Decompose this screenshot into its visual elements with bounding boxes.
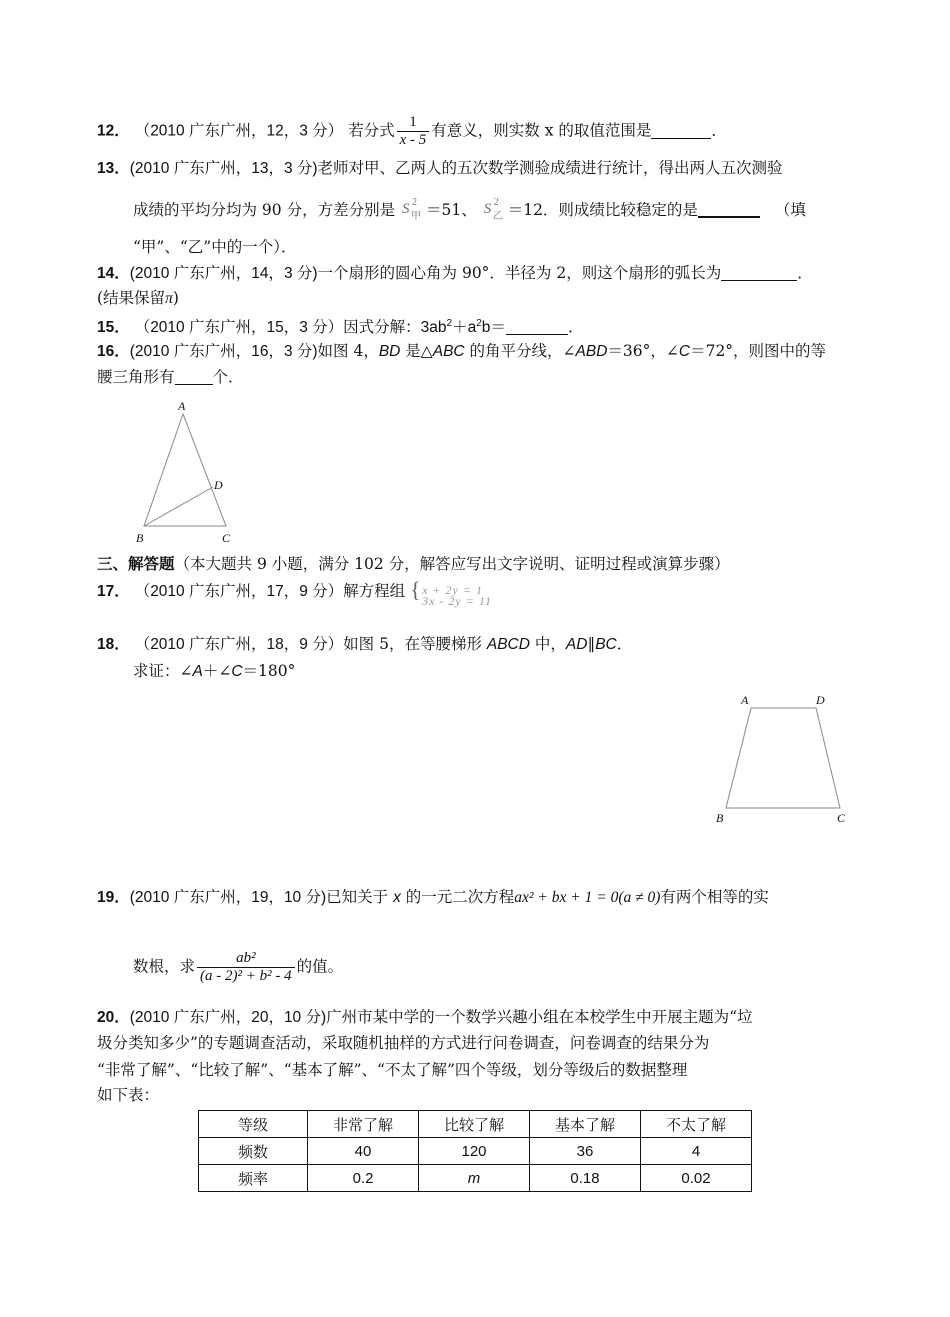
question-source: (2010 广东广州，13，3 分) [129,160,318,177]
segment-bd [144,487,213,526]
figure-5-trapezoid [710,688,860,828]
question-13-line2: 成绩的平均分均为 90 分，方差分别是 S 2 甲 ＝51、 S 2 乙 ＝12．则成绩比较稳定的是 （填 [133,197,806,222]
question-source: (2010 广东广州，20，10 分) [129,1009,327,1026]
table-row [199,1111,752,1138]
section-heading: 三、解答题（本大题共 9 小题，满分 102 分，解答应写出文字说明、证明过程或演算步骤） [97,554,730,573]
table-row [199,1165,752,1192]
fraction: $\frac{\text{ab²}}{\text{(a - 2)² + b² - 4}}$ [197,950,295,985]
question-number: 20． [97,1009,130,1026]
question-number: 14． [97,265,130,282]
question-source: （2010 广东广州，18，9 分） [134,636,344,653]
equation-system: { x + 2y = 1 3x - 2y = 11 [410,577,492,608]
table-cell: 频数 [199,1138,308,1165]
question-20-line4: 如下表： [97,1086,160,1104]
table-cell: 基本了解 [530,1111,641,1138]
table-cell: 36 [530,1138,641,1165]
question-17: 17． （2010 广东广州，17，9 分）解方程组 { x + 2y = 1 3x - 2y = 11 [97,580,540,603]
variance-symbol: S 2 甲 [402,197,422,222]
question-number: 12． [97,122,130,140]
question-text: 一个扇形的圆心角为 90°．半径为 2，则这个扇形的弧长为 [317,264,722,282]
question-15: 15． （2010 广东广州，15，3 分）因式分解：$3ab^2+a^2b=$ ． [97,318,584,337]
table-cell: 40 [308,1138,419,1165]
question-number: 17． [97,583,130,600]
answer-blank[interactable] [698,200,760,218]
question-number: 13． [97,160,130,177]
equation: ax² + bx + 1 = 0(a ≠ 0) [514,889,661,906]
label-d: D [816,693,825,707]
question-text: 老师对甲、乙两人的五次数学测验成绩进行统计，得出两人五次测验 [317,159,783,177]
answer-blank[interactable] [175,368,213,385]
survey-table [198,1110,752,1192]
question-14: 14．(2010 广东广州，14，3 分)一个扇形的圆心角为 90°．半径为 2，则这个扇形的弧长为 ． [97,264,813,282]
question-source: (2010 广东广州，19，10 分) [129,889,327,906]
question-source: （2010 广东广州，12，3 分） [134,122,344,140]
answer-blank[interactable] [721,264,797,281]
question-number: 16． [97,343,130,360]
table-cell: 0.02 [641,1165,752,1192]
question-source: （2010 广东广州，17，9 分） [134,583,344,600]
question-19: 19．(2010 广东广州，19，10 分)已知关于 x 的一元二次方程ax² + bx + 1 = 0(a ≠ 0)有两个相等的实 [97,888,769,906]
table-cell: 4 [641,1138,752,1165]
question-text: 有意义，则实数 x 的取值范围是 [431,121,652,140]
expression: $3ab^2+a^2b=$ [420,318,506,337]
label-d: D [214,478,223,492]
label-a: A [741,693,749,707]
variance-symbol: S 2 乙 [483,197,503,222]
question-18: 18． （2010 广东广州，18，9 分）如图 5，在等腰梯形 ABCD 中，AD∥BC． [97,635,633,653]
question-source: (2010 广东广州，14，3 分) [129,265,318,282]
table-cell: 比较了解 [419,1111,530,1138]
question-20-line2: 圾分类知多少”的专题调查活动，采取随机抽样的方式进行问卷调查，问卷调查的结果分为 [97,1034,710,1052]
question-18-prove: 求证：∠A＋∠C＝180° [133,662,296,680]
question-13-line3: “甲”、“乙”中的一个）． [133,238,297,256]
label-b: B [136,531,144,545]
question-source: （2010 广东广州，15，3 分） [134,319,344,337]
answer-blank[interactable] [506,318,568,335]
question-20-line3: “非常了解”、“比较了解”、“基本了解”、“不太了解”四个等级，划分等级后的数据整理 [97,1061,688,1079]
table-cell: 等级 [199,1111,308,1138]
question-12: 12． （2010 广东广州，12，3 分） 若分式 $\frac{1}{x - 5}$ 有意义，则实数 x 的取值范围是 ． [97,114,727,148]
label-b: B [716,811,724,825]
question-19-line2: 数根，求 $\frac{\text{ab²}}{\text{(a - 2)² + b² - 4}}$ 的值。 [133,950,344,984]
question-20: 20．(2010 广东广州，20，10 分)广州市某中学的一个数学兴趣小组在本校学生中开展主题为“垃 [97,1008,753,1026]
question-text: 若分式 [348,121,395,140]
table-cell: m [419,1165,530,1192]
question-13 [97,157,783,180]
table-cell: 120 [419,1138,530,1165]
label-c: C [222,531,231,545]
figure-4-triangle [130,396,240,548]
triangle-abc [144,414,226,526]
question-number: 18． [97,636,130,653]
question-16-line2: 腰三角形有 个． [97,368,244,386]
question-number: 19． [97,889,130,906]
question-number: 15． [97,319,130,337]
table-cell: 频率 [199,1165,308,1192]
label-c: C [837,811,846,825]
question-source: (2010 广东广州，16，3 分) [129,343,318,360]
fraction: $\frac{1}{x - 5}$ [397,114,430,149]
trapezoid-abcd [726,708,840,808]
answer-blank[interactable] [651,122,711,139]
question-16: 16．(2010 广东广州，16，3 分)如图 4，BD 是△ABC 的角平分线，∠ABD＝36°，∠C＝72°，则图中的等 [97,342,827,360]
question-14-line2: (结果保留π) [97,289,179,307]
table-cell: 非常了解 [308,1111,419,1138]
table-cell: 不太了解 [641,1111,752,1138]
label-a: A [178,399,186,413]
table-cell: 0.18 [530,1165,641,1192]
table-row [199,1138,752,1165]
table-cell: 0.2 [308,1165,419,1192]
